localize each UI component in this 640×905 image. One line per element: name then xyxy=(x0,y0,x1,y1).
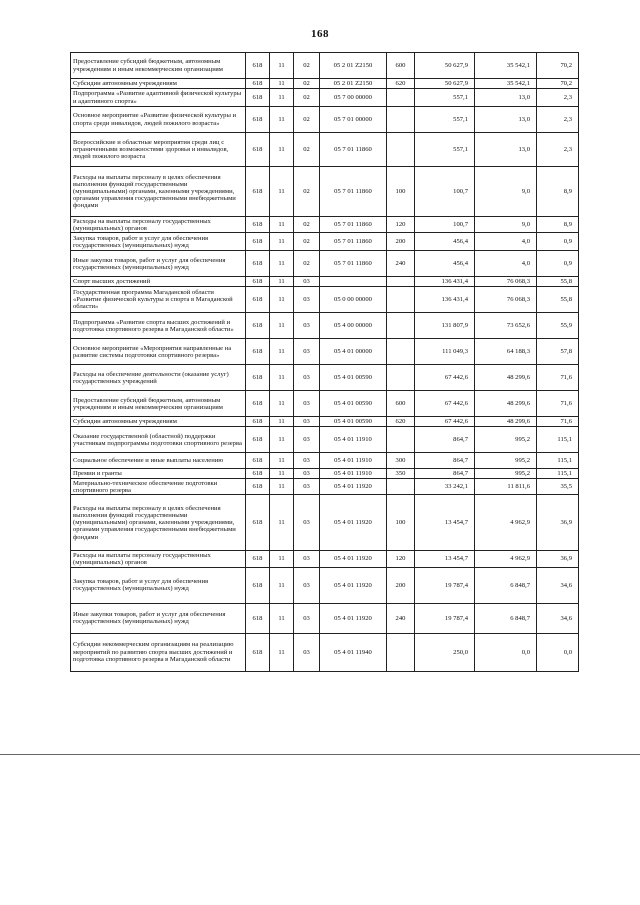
section-code-cell: 11 xyxy=(270,233,294,251)
planned-amount-cell: 19 787,4 xyxy=(415,567,475,603)
subsection-code-cell: 03 xyxy=(294,453,320,469)
ministry-code-cell: 618 xyxy=(246,167,270,217)
execution-percent-cell: 34,6 xyxy=(537,603,579,633)
target-article-code-cell: 05 4 01 00590 xyxy=(320,391,387,417)
execution-percent-cell: 55,8 xyxy=(537,277,579,287)
subsection-code-cell: 03 xyxy=(294,313,320,339)
expense-name-cell: Расходы на выплаты персоналу государственных (муниципальных) органов xyxy=(71,217,246,233)
ministry-code-cell: 618 xyxy=(246,287,270,313)
expense-name-cell: Субсидии автономным учреждениям xyxy=(71,79,246,89)
section-code-cell: 11 xyxy=(270,217,294,233)
planned-amount-cell: 33 242,1 xyxy=(415,479,475,495)
executed-amount-cell: 0,0 xyxy=(475,633,537,671)
expense-type-code-cell: 100 xyxy=(387,167,415,217)
ministry-code-cell: 618 xyxy=(246,417,270,427)
expense-type-code-cell: 600 xyxy=(387,53,415,79)
subsection-code-cell: 02 xyxy=(294,89,320,107)
executed-amount-cell: 48 299,6 xyxy=(475,365,537,391)
expense-type-code-cell xyxy=(387,427,415,453)
table-row xyxy=(71,133,579,167)
expense-name-cell: Расходы на выплаты персоналу в целях обеспечения выполнения функций государственными (муниципальными) органами, казенными учреждениями, органами управления государственными внебюджетными фондами xyxy=(71,167,246,217)
target-article-code-cell: 05 7 01 11860 xyxy=(320,251,387,277)
execution-percent-cell: 55,9 xyxy=(537,313,579,339)
target-article-code-cell: 05 4 01 00000 xyxy=(320,339,387,365)
expense-name-cell: Материально-техническое обеспечение подготовки спортивного резерва xyxy=(71,479,246,495)
ministry-code-cell: 618 xyxy=(246,133,270,167)
expense-type-code-cell xyxy=(387,313,415,339)
section-code-cell: 11 xyxy=(270,313,294,339)
executed-amount-cell: 76 068,3 xyxy=(475,277,537,287)
subsection-code-cell: 03 xyxy=(294,479,320,495)
planned-amount-cell: 67 442,6 xyxy=(415,391,475,417)
table-row xyxy=(71,567,579,603)
executed-amount-cell: 6 848,7 xyxy=(475,603,537,633)
execution-percent-cell: 0,0 xyxy=(537,633,579,671)
executed-amount-cell: 13,0 xyxy=(475,133,537,167)
table-row xyxy=(71,53,579,79)
section-code-cell: 11 xyxy=(270,287,294,313)
target-article-code-cell: 05 4 01 11910 xyxy=(320,469,387,479)
ministry-code-cell: 618 xyxy=(246,277,270,287)
table-row xyxy=(71,107,579,133)
target-article-code-cell: 05 4 01 11920 xyxy=(320,479,387,495)
table-row xyxy=(71,551,579,567)
ministry-code-cell: 618 xyxy=(246,495,270,551)
subsection-code-cell: 03 xyxy=(294,603,320,633)
target-article-code-cell: 05 4 01 11920 xyxy=(320,567,387,603)
expense-type-code-cell: 120 xyxy=(387,217,415,233)
ministry-code-cell: 618 xyxy=(246,391,270,417)
expense-type-code-cell: 100 xyxy=(387,495,415,551)
target-article-code-cell: 05 4 01 11910 xyxy=(320,453,387,469)
planned-amount-cell: 136 431,4 xyxy=(415,287,475,313)
execution-percent-cell: 2,3 xyxy=(537,107,579,133)
target-article-code-cell: 05 4 01 00590 xyxy=(320,417,387,427)
executed-amount-cell: 6 848,7 xyxy=(475,567,537,603)
footer-divider xyxy=(0,754,640,755)
section-code-cell: 11 xyxy=(270,251,294,277)
subsection-code-cell: 02 xyxy=(294,53,320,79)
subsection-code-cell: 03 xyxy=(294,277,320,287)
section-code-cell: 11 xyxy=(270,427,294,453)
expense-type-code-cell xyxy=(387,277,415,287)
expense-name-cell: Иные закупки товаров, работ и услуг для обеспечения государственных (муниципальных) нужд xyxy=(71,251,246,277)
execution-percent-cell: 70,2 xyxy=(537,79,579,89)
target-article-code-cell: 05 7 00 00000 xyxy=(320,89,387,107)
expense-type-code-cell: 350 xyxy=(387,469,415,479)
ministry-code-cell: 618 xyxy=(246,567,270,603)
expense-type-code-cell xyxy=(387,287,415,313)
planned-amount-cell: 50 627,9 xyxy=(415,53,475,79)
target-article-code-cell: 05 4 01 00590 xyxy=(320,365,387,391)
executed-amount-cell: 13,0 xyxy=(475,89,537,107)
section-code-cell: 11 xyxy=(270,365,294,391)
subsection-code-cell: 03 xyxy=(294,417,320,427)
table-row xyxy=(71,251,579,277)
expense-name-cell: Предоставление субсидий бюджетным, автономным учреждениям и иным некоммерческим организациям xyxy=(71,391,246,417)
planned-amount-cell: 13 454,7 xyxy=(415,495,475,551)
expense-name-cell: Расходы на обеспечение деятельности (оказание услуг) государственных учреждений xyxy=(71,365,246,391)
section-code-cell: 11 xyxy=(270,391,294,417)
expense-name-cell: Всероссийские и областные мероприятия среди лиц с ограниченными возможностями здоровья и инвалидов, людей пожилого возраста xyxy=(71,133,246,167)
execution-percent-cell: 34,6 xyxy=(537,567,579,603)
table-row xyxy=(71,167,579,217)
ministry-code-cell: 618 xyxy=(246,53,270,79)
target-article-code-cell: 05 0 00 00000 xyxy=(320,287,387,313)
ministry-code-cell: 618 xyxy=(246,233,270,251)
subsection-code-cell: 03 xyxy=(294,365,320,391)
executed-amount-cell: 48 299,6 xyxy=(475,391,537,417)
expense-type-code-cell: 620 xyxy=(387,79,415,89)
expense-type-code-cell xyxy=(387,107,415,133)
section-code-cell: 11 xyxy=(270,107,294,133)
table-row xyxy=(71,417,579,427)
execution-percent-cell: 2,3 xyxy=(537,89,579,107)
section-code-cell: 11 xyxy=(270,339,294,365)
expense-type-code-cell: 120 xyxy=(387,551,415,567)
expense-type-code-cell: 620 xyxy=(387,417,415,427)
execution-percent-cell: 71,6 xyxy=(537,417,579,427)
target-article-code-cell xyxy=(320,277,387,287)
expense-name-cell: Основное мероприятие «Развитие физической культуры и спорта среди инвалидов, людей пожилого возраста» xyxy=(71,107,246,133)
target-article-code-cell: 05 4 01 11940 xyxy=(320,633,387,671)
executed-amount-cell: 35 542,1 xyxy=(475,53,537,79)
ministry-code-cell: 618 xyxy=(246,107,270,133)
expense-name-cell: Подпрограмма «Развитие адаптивной физической культуры и адаптивного спорта» xyxy=(71,89,246,107)
expense-type-code-cell xyxy=(387,633,415,671)
executed-amount-cell: 35 542,1 xyxy=(475,79,537,89)
planned-amount-cell: 557,1 xyxy=(415,89,475,107)
executed-amount-cell: 4,0 xyxy=(475,251,537,277)
ministry-code-cell: 618 xyxy=(246,633,270,671)
planned-amount-cell: 67 442,6 xyxy=(415,417,475,427)
executed-amount-cell: 73 652,6 xyxy=(475,313,537,339)
ministry-code-cell: 618 xyxy=(246,453,270,469)
execution-percent-cell: 57,8 xyxy=(537,339,579,365)
expense-name-cell: Основное мероприятие «Мероприятия направленные на развитие системы подготовки спортивного резерва» xyxy=(71,339,246,365)
expense-name-cell: Закупка товаров, работ и услуг для обеспечения государственных (муниципальных) нужд xyxy=(71,233,246,251)
table-row xyxy=(71,287,579,313)
execution-percent-cell: 2,3 xyxy=(537,133,579,167)
subsection-code-cell: 03 xyxy=(294,551,320,567)
table-row xyxy=(71,277,579,287)
planned-amount-cell: 456,4 xyxy=(415,233,475,251)
subsection-code-cell: 02 xyxy=(294,133,320,167)
ministry-code-cell: 618 xyxy=(246,79,270,89)
planned-amount-cell: 111 049,3 xyxy=(415,339,475,365)
table-row xyxy=(71,313,579,339)
section-code-cell: 11 xyxy=(270,53,294,79)
section-code-cell: 11 xyxy=(270,89,294,107)
executed-amount-cell: 9,0 xyxy=(475,217,537,233)
expense-type-code-cell xyxy=(387,479,415,495)
table-row xyxy=(71,633,579,671)
subsection-code-cell: 03 xyxy=(294,495,320,551)
ministry-code-cell: 618 xyxy=(246,339,270,365)
planned-amount-cell: 131 807,9 xyxy=(415,313,475,339)
target-article-code-cell: 05 7 01 11860 xyxy=(320,217,387,233)
ministry-code-cell: 618 xyxy=(246,251,270,277)
executed-amount-cell: 13,0 xyxy=(475,107,537,133)
executed-amount-cell: 9,0 xyxy=(475,167,537,217)
executed-amount-cell: 76 068,3 xyxy=(475,287,537,313)
target-article-code-cell: 05 4 01 11920 xyxy=(320,551,387,567)
section-code-cell: 11 xyxy=(270,417,294,427)
expense-name-cell: Социальное обеспечение и иные выплаты населению xyxy=(71,453,246,469)
ministry-code-cell: 618 xyxy=(246,313,270,339)
execution-percent-cell: 115,1 xyxy=(537,427,579,453)
expense-name-cell: Подпрограмма «Развитие спорта высших достижений и подготовка спортивного резерва в Магаданской области» xyxy=(71,313,246,339)
subsection-code-cell: 03 xyxy=(294,391,320,417)
table-row xyxy=(71,603,579,633)
page-number: 168 xyxy=(311,28,329,40)
expense-name-cell: Субсидии некоммерческим организациям на реализацию мероприятий по развитию спорта высших достижений и подготовка спортивного резерва в Магаданской области xyxy=(71,633,246,671)
execution-percent-cell: 8,9 xyxy=(537,167,579,217)
planned-amount-cell: 456,4 xyxy=(415,251,475,277)
execution-percent-cell: 36,9 xyxy=(537,495,579,551)
target-article-code-cell: 05 7 01 11860 xyxy=(320,133,387,167)
planned-amount-cell: 67 442,6 xyxy=(415,365,475,391)
executed-amount-cell: 995,2 xyxy=(475,453,537,469)
target-article-code-cell: 05 4 00 00000 xyxy=(320,313,387,339)
executed-amount-cell: 4 962,9 xyxy=(475,495,537,551)
planned-amount-cell: 100,7 xyxy=(415,217,475,233)
table-row xyxy=(71,233,579,251)
ministry-code-cell: 618 xyxy=(246,365,270,391)
planned-amount-cell: 250,0 xyxy=(415,633,475,671)
expense-type-code-cell xyxy=(387,133,415,167)
ministry-code-cell: 618 xyxy=(246,89,270,107)
expense-name-cell: Оказание государственной (областной) поддержки участникам подпрограммы подготовки спортивного резерва xyxy=(71,427,246,453)
table-row xyxy=(71,427,579,453)
target-article-code-cell: 05 7 01 11860 xyxy=(320,233,387,251)
ministry-code-cell: 618 xyxy=(246,469,270,479)
execution-percent-cell: 115,1 xyxy=(537,453,579,469)
expense-type-code-cell: 600 xyxy=(387,391,415,417)
subsection-code-cell: 03 xyxy=(294,287,320,313)
expense-type-code-cell: 200 xyxy=(387,567,415,603)
table-row xyxy=(71,453,579,469)
executed-amount-cell: 4,0 xyxy=(475,233,537,251)
target-article-code-cell: 05 2 01 Z2150 xyxy=(320,53,387,79)
table-row xyxy=(71,495,579,551)
execution-percent-cell: 0,9 xyxy=(537,233,579,251)
table-row xyxy=(71,79,579,89)
target-article-code-cell: 05 4 01 11920 xyxy=(320,603,387,633)
table-row xyxy=(71,479,579,495)
ministry-code-cell: 618 xyxy=(246,551,270,567)
execution-percent-cell: 55,8 xyxy=(537,287,579,313)
executed-amount-cell: 11 811,6 xyxy=(475,479,537,495)
expense-name-cell: Спорт высших достижений xyxy=(71,277,246,287)
execution-percent-cell: 36,9 xyxy=(537,551,579,567)
expense-name-cell: Премии и гранты xyxy=(71,469,246,479)
executed-amount-cell: 4 962,9 xyxy=(475,551,537,567)
section-code-cell: 11 xyxy=(270,567,294,603)
ministry-code-cell: 618 xyxy=(246,427,270,453)
subsection-code-cell: 03 xyxy=(294,633,320,671)
expense-type-code-cell: 240 xyxy=(387,603,415,633)
planned-amount-cell: 19 787,4 xyxy=(415,603,475,633)
expense-type-code-cell: 300 xyxy=(387,453,415,469)
target-article-code-cell: 05 7 01 00000 xyxy=(320,107,387,133)
table-body xyxy=(71,53,579,672)
planned-amount-cell: 136 431,4 xyxy=(415,277,475,287)
expense-type-code-cell xyxy=(387,89,415,107)
executed-amount-cell: 995,2 xyxy=(475,427,537,453)
execution-percent-cell: 115,1 xyxy=(537,469,579,479)
expense-type-code-cell: 240 xyxy=(387,251,415,277)
section-code-cell: 11 xyxy=(270,277,294,287)
ministry-code-cell: 618 xyxy=(246,603,270,633)
subsection-code-cell: 02 xyxy=(294,107,320,133)
planned-amount-cell: 864,7 xyxy=(415,469,475,479)
table-row xyxy=(71,391,579,417)
execution-percent-cell: 0,9 xyxy=(537,251,579,277)
section-code-cell: 11 xyxy=(270,551,294,567)
section-code-cell: 11 xyxy=(270,79,294,89)
planned-amount-cell: 557,1 xyxy=(415,107,475,133)
execution-percent-cell: 70,2 xyxy=(537,53,579,79)
expense-type-code-cell xyxy=(387,365,415,391)
execution-percent-cell: 71,6 xyxy=(537,365,579,391)
target-article-code-cell: 05 4 01 11910 xyxy=(320,427,387,453)
execution-percent-cell: 8,9 xyxy=(537,217,579,233)
expense-name-cell: Расходы на выплаты персоналу государственных (муниципальных) органов xyxy=(71,551,246,567)
subsection-code-cell: 02 xyxy=(294,167,320,217)
target-article-code-cell: 05 4 01 11920 xyxy=(320,495,387,551)
execution-percent-cell: 71,6 xyxy=(537,391,579,417)
ministry-code-cell: 618 xyxy=(246,479,270,495)
expense-name-cell: Предоставление субсидий бюджетным, автономным учреждениям и иным некоммерческим организациям xyxy=(71,53,246,79)
executed-amount-cell: 48 299,6 xyxy=(475,417,537,427)
expense-name-cell: Расходы на выплаты персоналу в целях обеспечения выполнения функций государственными (муниципальными) органами, казенными учреждениями, органами управления государственными внебюджетными фондами xyxy=(71,495,246,551)
subsection-code-cell: 02 xyxy=(294,233,320,251)
section-code-cell: 11 xyxy=(270,603,294,633)
subsection-code-cell: 03 xyxy=(294,469,320,479)
expense-name-cell: Закупка товаров, работ и услуг для обеспечения государственных (муниципальных) нужд xyxy=(71,567,246,603)
expense-name-cell: Государственная программа Магаданской области «Развитие физической культуры и спорта в Магаданской области» xyxy=(71,287,246,313)
planned-amount-cell: 864,7 xyxy=(415,453,475,469)
expense-name-cell: Субсидии автономным учреждениям xyxy=(71,417,246,427)
section-code-cell: 11 xyxy=(270,133,294,167)
section-code-cell: 11 xyxy=(270,495,294,551)
table-row xyxy=(71,89,579,107)
table-row xyxy=(71,339,579,365)
table-row xyxy=(71,365,579,391)
subsection-code-cell: 03 xyxy=(294,339,320,365)
subsection-code-cell: 02 xyxy=(294,251,320,277)
ministry-code-cell: 618 xyxy=(246,217,270,233)
expense-type-code-cell: 200 xyxy=(387,233,415,251)
target-article-code-cell: 05 2 01 Z2150 xyxy=(320,79,387,89)
table-row xyxy=(71,469,579,479)
section-code-cell: 11 xyxy=(270,453,294,469)
subsection-code-cell: 02 xyxy=(294,79,320,89)
expense-name-cell: Иные закупки товаров, работ и услуг для обеспечения государственных (муниципальных) нужд xyxy=(71,603,246,633)
planned-amount-cell: 50 627,9 xyxy=(415,79,475,89)
section-code-cell: 11 xyxy=(270,479,294,495)
table-row xyxy=(71,217,579,233)
budget-table xyxy=(70,52,579,672)
subsection-code-cell: 03 xyxy=(294,427,320,453)
execution-percent-cell: 35,5 xyxy=(537,479,579,495)
subsection-code-cell: 02 xyxy=(294,217,320,233)
expense-type-code-cell xyxy=(387,339,415,365)
planned-amount-cell: 13 454,7 xyxy=(415,551,475,567)
planned-amount-cell: 864,7 xyxy=(415,427,475,453)
section-code-cell: 11 xyxy=(270,167,294,217)
target-article-code-cell: 05 7 01 11860 xyxy=(320,167,387,217)
section-code-cell: 11 xyxy=(270,469,294,479)
subsection-code-cell: 03 xyxy=(294,567,320,603)
planned-amount-cell: 100,7 xyxy=(415,167,475,217)
executed-amount-cell: 995,2 xyxy=(475,469,537,479)
executed-amount-cell: 64 188,3 xyxy=(475,339,537,365)
section-code-cell: 11 xyxy=(270,633,294,671)
planned-amount-cell: 557,1 xyxy=(415,133,475,167)
